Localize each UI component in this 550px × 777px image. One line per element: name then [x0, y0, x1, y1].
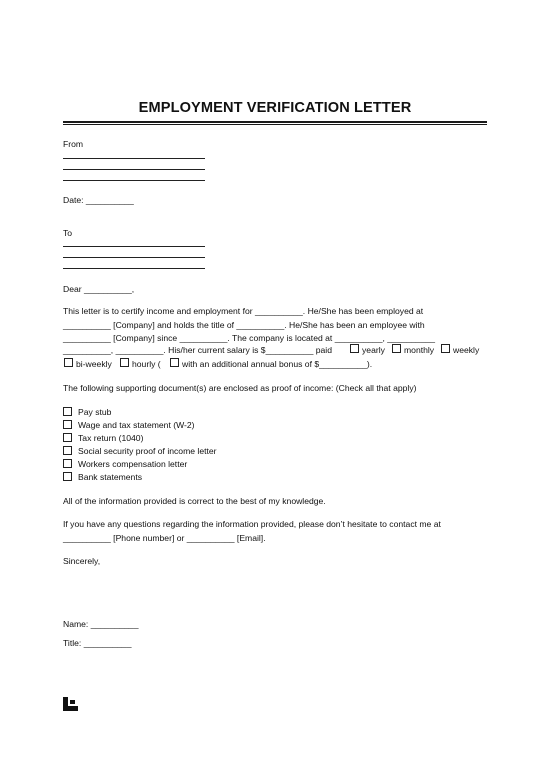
- doc-checkbox[interactable]: [63, 407, 72, 416]
- to-line-1[interactable]: [63, 246, 205, 247]
- hourly-checkbox[interactable]: [120, 358, 129, 367]
- body-line-2: __________ [Company] and holds the title of __________. He/She has been an employee with: [63, 320, 425, 330]
- monthly-checkbox[interactable]: [392, 344, 401, 353]
- weekly-checkbox[interactable]: [441, 344, 450, 353]
- biweekly-label: bi-weekly: [76, 359, 112, 369]
- bonus-label: with an additional annual bonus of $__________).: [182, 359, 373, 369]
- to-line-2[interactable]: [63, 257, 205, 258]
- doc-label: Wage and tax statement (W-2): [78, 420, 195, 430]
- body-line-3: __________ [Company] since __________. The company is located at __________, __________: [63, 333, 436, 343]
- biweekly-checkbox[interactable]: [64, 358, 73, 367]
- doc-label: Social security proof of income letter: [78, 446, 217, 456]
- certification-statement: All of the information provided is correct to the best of my knowledge.: [63, 496, 326, 506]
- weekly-label: weekly: [453, 345, 480, 355]
- from-label: From: [63, 139, 84, 149]
- doc-checkbox[interactable]: [63, 446, 72, 455]
- monthly-label: monthly: [404, 345, 435, 355]
- from-line-2[interactable]: [63, 169, 205, 170]
- hourly-label: hourly (: [132, 359, 161, 369]
- doc-label: Pay stub: [78, 407, 112, 417]
- body-line-1: This letter is to certify income and employment for __________. He/She has been employed at: [63, 306, 424, 316]
- yearly-label: yearly: [362, 345, 385, 355]
- from-line-3[interactable]: [63, 180, 205, 181]
- title-field[interactable]: Title: __________: [63, 638, 132, 648]
- title-divider-thin: [63, 124, 487, 125]
- contact-line-1: If you have any questions regarding the information provided, please don’t hesitate to contact me at: [63, 519, 441, 529]
- date-field[interactable]: Date: __________: [63, 195, 134, 205]
- doc-checkbox[interactable]: [63, 472, 72, 481]
- legal-templates-logo-icon: [63, 697, 78, 711]
- yearly-checkbox[interactable]: [350, 344, 359, 353]
- documents-intro: The following supporting document(s) are enclosed as proof of income: (Check all that apply): [63, 383, 417, 393]
- salutation: Dear __________,: [63, 284, 135, 294]
- closing: Sincerely,: [63, 556, 101, 566]
- document-title: EMPLOYMENT VERIFICATION LETTER: [138, 100, 412, 116]
- doc-checkbox[interactable]: [63, 433, 72, 442]
- doc-checkbox[interactable]: [63, 420, 72, 429]
- body-line-4: __________, __________. His/her current salary is $__________ paid: [63, 345, 332, 355]
- name-field[interactable]: Name: __________: [63, 619, 139, 629]
- title-divider: [63, 121, 487, 123]
- doc-label: Workers compensation letter: [78, 459, 188, 469]
- doc-checkbox[interactable]: [63, 459, 72, 468]
- doc-label: Bank statements: [78, 472, 143, 482]
- from-line-1[interactable]: [63, 158, 205, 159]
- contact-line-2: __________ [Phone number] or __________ [Email].: [63, 533, 266, 543]
- doc-label: Tax return (1040): [78, 433, 144, 443]
- bonus-checkbox[interactable]: [170, 358, 179, 367]
- to-label: To: [63, 228, 73, 238]
- to-line-3[interactable]: [63, 268, 205, 269]
